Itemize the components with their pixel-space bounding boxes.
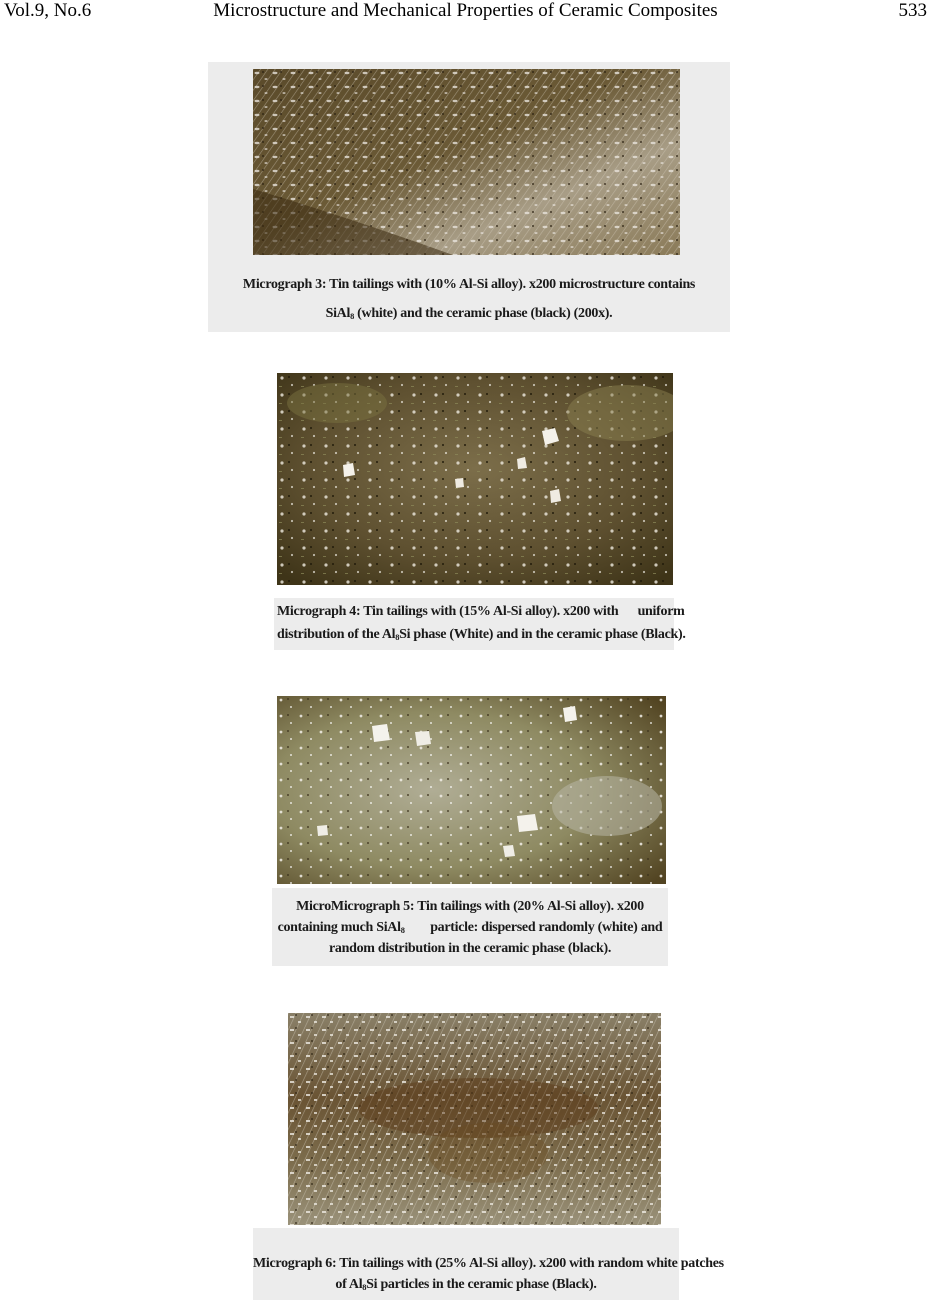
- micrograph-3-image: [253, 69, 680, 255]
- caption-5-line-3: random distribution in the ceramic phase (black).: [328, 941, 612, 956]
- caption-4-line-1: Micrograph 4: Tin tailings with (15% Al-Si alloy). x200 with uniform: [277, 604, 685, 619]
- caption-5-line-2: containing much SiAl$_8$ particle: dispersed randomly (white) and: [277, 920, 663, 935]
- caption-3-line-2: SiAl$_8$ (white) and the ceramic phase (black) (200x).: [325, 306, 613, 321]
- page-number: 533: [898, 0, 927, 21]
- caption-5-line-1: MicroMicrograph 5: Tin tailings with (20% Al-Si alloy). x200: [296, 899, 644, 914]
- caption-6-line-1: Micrograph 6: Tin tailings with (25% Al-Si alloy). x200 with random white patches: [253, 1256, 724, 1271]
- running-title: Microstructure and Mechanical Properties of Ceramic Composites: [213, 0, 718, 21]
- caption-3-line-1: Micrograph 3: Tin tailings with (10% Al-Si alloy). x200 microstructure contains: [242, 277, 696, 292]
- micrograph-4-image: [277, 373, 673, 585]
- caption-6-line-2: of $Al_8Si$ particles in the ceramic phase (Black).: [335, 1277, 597, 1292]
- micrograph-5-image: [277, 696, 666, 884]
- journal-volume: Vol.9, No.6: [4, 0, 92, 21]
- micrograph-6-image: [288, 1013, 661, 1225]
- caption-4-line-2: distribution of the $Al_8Si$ phase (White) and in the ceramic phase (Black).: [277, 627, 686, 642]
